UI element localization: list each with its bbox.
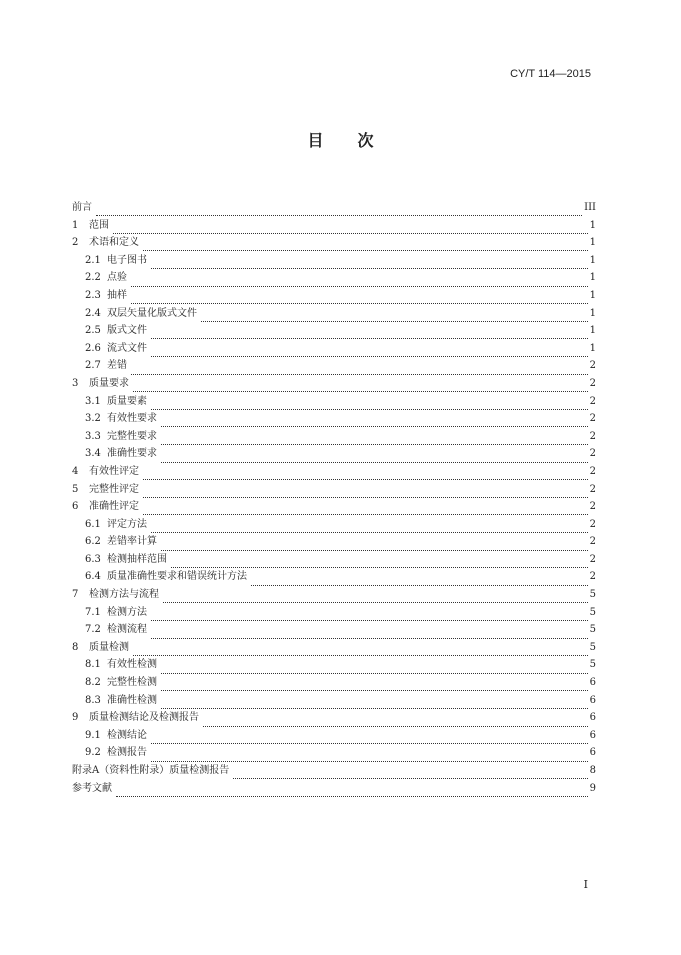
toc-entry-label: 质量要求: [89, 377, 129, 389]
toc-entry-page: 2: [589, 430, 596, 442]
toc-entry[interactable]: [72, 762, 596, 780]
toc-dot-leader: [151, 610, 588, 621]
toc-entry[interactable]: [72, 586, 596, 604]
toc-entry-label: 准确性要求: [107, 448, 157, 460]
toc-entry-page: 1: [589, 237, 596, 249]
toc-entry-number: 8.1: [85, 659, 101, 671]
toc-entry-number: 3: [72, 377, 79, 389]
toc-entry-page: 5: [589, 606, 596, 618]
toc-entry-page: 8: [589, 765, 596, 776]
toc-entry-label: 评定方法: [107, 518, 147, 530]
toc-entry-page: 5: [589, 659, 596, 671]
toc-entry[interactable]: [72, 445, 596, 463]
toc-dot-leader: [161, 698, 588, 709]
toc-dot-leader: [233, 768, 587, 779]
toc-entry[interactable]: [72, 604, 596, 622]
toc-entry-label: 检测抽样范围: [107, 553, 167, 565]
toc-entry-label: 检测报告: [107, 747, 147, 759]
toc-entry[interactable]: [72, 674, 596, 692]
toc-entry[interactable]: [72, 780, 596, 798]
toc-entry-label: 术语和定义: [89, 237, 139, 249]
toc-entry[interactable]: [72, 340, 596, 358]
toc-entry-page: 5: [589, 641, 596, 653]
toc-dot-leader: [143, 487, 588, 498]
toc-entry-page: 2: [589, 553, 596, 565]
toc-entry-page: III: [584, 202, 596, 213]
toc-entry-page: 2: [589, 501, 596, 513]
toc-entry[interactable]: [72, 727, 596, 745]
toc-entry-label: 完整性评定: [89, 483, 139, 495]
toc-entry-label: 质量检测: [89, 641, 129, 653]
toc-dot-leader: [96, 205, 582, 216]
toc-entry-page: 6: [589, 747, 596, 759]
toc-dot-leader: [251, 575, 588, 586]
toc-entry-number: 2.5: [85, 325, 101, 337]
toc-entry-label: 检测结论: [107, 729, 147, 741]
page-number: I: [583, 878, 588, 891]
toc-dot-leader: [161, 416, 588, 427]
toc-dot-leader: [143, 240, 588, 251]
toc-dot-leader: [133, 645, 588, 656]
toc-dot-leader: [161, 540, 588, 551]
toc-dot-leader: [161, 680, 588, 691]
toc-entry-number: 2.2: [85, 272, 101, 284]
toc-entry-label: 点验: [107, 272, 127, 284]
toc-entry-label: 检测方法与流程: [89, 589, 159, 601]
toc-entry-page: 2: [589, 377, 596, 389]
toc-entry[interactable]: [72, 305, 596, 323]
toc-dot-leader: [171, 557, 588, 568]
toc-dot-leader: [161, 452, 588, 463]
toc-entry-label: 有效性要求: [107, 413, 157, 425]
toc-entry-label: 差错率计算: [107, 536, 157, 548]
toc-entry[interactable]: [72, 287, 596, 305]
toc-entry-label: 质量要素: [107, 395, 147, 407]
toc-entry-page: 2: [589, 465, 596, 477]
toc-entry-label: 双层矢量化版式文件: [107, 307, 197, 319]
toc-entry-number: 2.7: [85, 360, 101, 372]
toc-entry[interactable]: [72, 498, 596, 516]
toc-entry-page: 1: [589, 272, 596, 284]
toc-dot-leader: [151, 399, 588, 410]
toc-dot-leader: [151, 751, 588, 762]
toc-entry[interactable]: [72, 621, 596, 639]
toc-entry-number: 3.1: [85, 395, 101, 407]
toc-entry-page: 1: [589, 254, 596, 266]
toc-entry-number: 2.1: [85, 254, 101, 266]
toc-dot-leader: [113, 223, 588, 234]
toc-entry-number: 5: [72, 483, 79, 495]
toc-entry-page: 5: [589, 624, 596, 636]
toc-dot-leader: [151, 522, 588, 533]
toc-entry-number: 2.4: [85, 307, 101, 319]
toc-entry[interactable]: [72, 516, 596, 534]
toc-entry-page: 1: [589, 289, 596, 301]
toc-dot-leader: [143, 504, 588, 515]
toc-dot-leader: [116, 786, 588, 797]
table-of-contents: [72, 199, 596, 797]
toc-entry-page: 2: [589, 483, 596, 495]
toc-entry-number: 7: [72, 589, 79, 601]
toc-entry-number: 8.3: [85, 694, 101, 706]
toc-dot-leader: [151, 258, 588, 269]
toc-entry[interactable]: [72, 410, 596, 428]
toc-dot-leader: [163, 592, 588, 603]
toc-entry[interactable]: [72, 252, 596, 270]
toc-entry-number: 6.4: [85, 571, 101, 583]
toc-entry-number: 2.3: [85, 289, 101, 301]
toc-entry[interactable]: [72, 357, 596, 375]
toc-entry-number: 3.4: [85, 448, 101, 460]
toc-entry-label: 有效性评定: [89, 465, 139, 477]
toc-entry[interactable]: [72, 551, 596, 569]
toc-dot-leader: [151, 328, 588, 339]
toc-entry-label: 质量检测结论及检测报告: [89, 712, 199, 724]
toc-entry-label: 电子图书: [107, 254, 147, 266]
toc-entry-number: 4: [72, 465, 79, 477]
toc-entry-label: 版式文件: [107, 325, 147, 337]
toc-entry-label: 完整性要求: [107, 430, 157, 442]
toc-entry-label: 准确性评定: [89, 501, 139, 513]
toc-entry-label: 质量准确性要求和错误统计方法: [107, 571, 247, 583]
toc-entry-page: 6: [589, 712, 596, 724]
toc-dot-leader: [203, 716, 588, 727]
toc-entry-page: 2: [589, 448, 596, 460]
toc-entry-page: 1: [589, 307, 596, 319]
toc-entry-label: 流式文件: [107, 342, 147, 354]
toc-dot-leader: [161, 663, 588, 674]
toc-entry-label: 检测方法: [107, 606, 147, 618]
toc-entry[interactable]: [72, 463, 596, 481]
toc-entry-number: 6.1: [85, 518, 101, 530]
toc-entry-label: 差错: [107, 360, 127, 372]
toc-entry-label: 有效性检测: [107, 659, 157, 671]
toc-entry-page: 2: [589, 536, 596, 548]
toc-entry[interactable]: [72, 568, 596, 586]
toc-entry-number: 8.2: [85, 677, 101, 689]
toc-entry-number: 2: [72, 237, 79, 249]
toc-entry-page: 1: [589, 219, 596, 231]
toc-entry-number: 6: [72, 501, 79, 513]
toc-entry-label: 参考文献: [72, 782, 112, 794]
toc-entry-page: 2: [589, 360, 596, 372]
toc-entry[interactable]: [72, 639, 596, 657]
toc-entry[interactable]: [72, 481, 596, 499]
toc-entry-label: 检测流程: [107, 624, 147, 636]
toc-entry-page: 5: [589, 589, 596, 601]
toc-entry-label: 准确性检测: [107, 694, 157, 706]
toc-dot-leader: [151, 346, 588, 357]
toc-entry[interactable]: [72, 269, 596, 287]
toc-entry-page: 2: [589, 413, 596, 425]
toc-entry-number: 6.3: [85, 553, 101, 565]
toc-entry-page: 1: [589, 325, 596, 337]
toc-dot-leader: [131, 276, 588, 287]
toc-entry[interactable]: [72, 709, 596, 727]
toc-entry-number: 9: [72, 712, 79, 724]
toc-entry-page: 2: [589, 571, 596, 583]
toc-dot-leader: [133, 381, 588, 392]
toc-entry-label: 前言: [72, 202, 92, 213]
toc-dot-leader: [161, 434, 588, 445]
toc-entry-number: 7.1: [85, 606, 101, 618]
toc-entry[interactable]: [72, 656, 596, 674]
toc-entry-page: 2: [589, 518, 596, 530]
toc-entry-number: 6.2: [85, 536, 101, 548]
toc-entry-number: 3.3: [85, 430, 101, 442]
toc-entry-page: 6: [589, 694, 596, 706]
toc-entry-page: 6: [589, 729, 596, 741]
toc-dot-leader: [131, 364, 588, 375]
toc-entry[interactable]: [72, 744, 596, 762]
toc-entry[interactable]: [72, 234, 596, 252]
toc-entry-label: 完整性检测: [107, 677, 157, 689]
toc-dot-leader: [151, 628, 588, 639]
toc-entry-page: 2: [589, 395, 596, 407]
toc-dot-leader: [201, 311, 588, 322]
toc-entry-page: 6: [589, 677, 596, 689]
standard-code: CY/T 114—2015: [510, 68, 591, 80]
toc-entry[interactable]: [72, 533, 596, 551]
toc-entry[interactable]: [72, 692, 596, 710]
toc-entry-page: 9: [589, 782, 596, 794]
toc-entry-number: 9.1: [85, 729, 101, 741]
toc-entry-number: 3.2: [85, 413, 101, 425]
toc-entry-label: 范围: [89, 219, 109, 231]
toc-entry-number: 2.6: [85, 342, 101, 354]
toc-entry[interactable]: [72, 217, 596, 235]
toc-dot-leader: [131, 293, 588, 304]
page-title: 目次: [307, 131, 408, 150]
toc-dot-leader: [143, 469, 588, 480]
toc-entry-page: 1: [589, 342, 596, 354]
toc-dot-leader: [151, 733, 588, 744]
toc-entry-number: 1: [72, 219, 79, 231]
toc-entry[interactable]: [72, 393, 596, 411]
toc-entry[interactable]: [72, 428, 596, 446]
toc-entry-label: 抽样: [107, 289, 127, 301]
toc-entry-number: 8: [72, 641, 79, 653]
toc-entry[interactable]: [72, 322, 596, 340]
toc-entry-label: 附录A（资料性附录）质量检测报告: [72, 765, 230, 776]
toc-entry[interactable]: [72, 375, 596, 393]
toc-entry[interactable]: [72, 199, 596, 217]
toc-entry-number: 9.2: [85, 747, 101, 759]
toc-entry-number: 7.2: [85, 624, 101, 636]
